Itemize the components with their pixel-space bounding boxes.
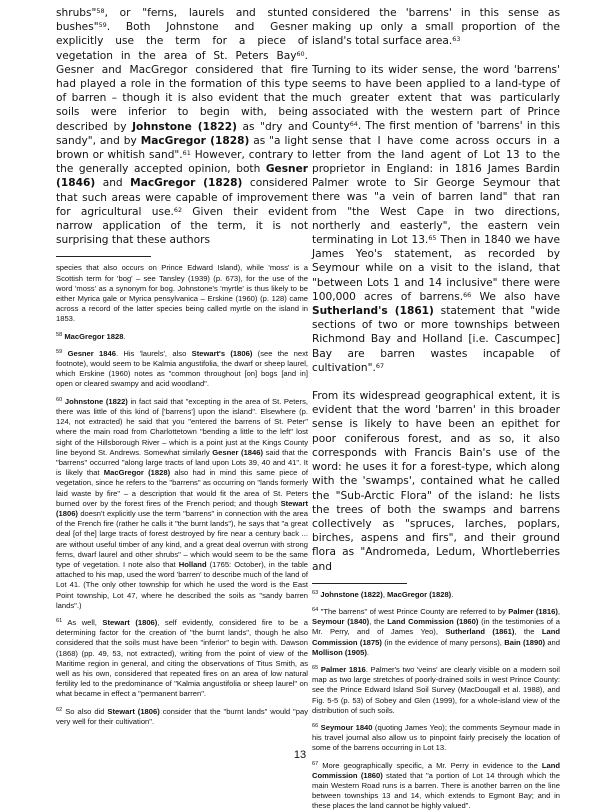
footnotes	[312, 590, 560, 812]
footnote-64: $^{64}$ "The barrens" of west Prince County are referred to by Palmer (1816), Seymour (1840), the Land Commission (1860) (in the testimonies of a Mr. Perry, and of James Yeo), Sutherland (1861), the Land Commission (1875) (in the evidence of many persons), Bain (1890) and Mollison (1905).	[312, 606, 560, 657]
footnote-ref: 67	[375, 361, 385, 370]
footnote-ref: 64	[349, 120, 358, 129]
body-paragraph: From its widespread geographical extent, it is evident that the word 'barren' in this broader sense is likely to have been an epithet for poor coniferous forest, and as so, it also corresponds with Francis Bain's use of the word: he uses it for a forest-type, which along with the 'swamps', contained what he called the "Sub-Arctic Flora" of the island: he lists the trees of both the swamps and barrens collectively as "spruces, larches, poplars, birches, aspens and firs", and their ground flora as "Andromeda, Ledum, Whortleberries and	[312, 390, 560, 573]
page-number: 13	[293, 749, 307, 761]
footnote-separator	[312, 583, 407, 584]
right-column	[312, 6, 560, 812]
footnote-separator	[56, 256, 151, 257]
footnote-ref: 60	[296, 49, 305, 58]
footnote-60: $^{60}$ Johnstone (1822) in fact said that "excepting in the area of St. Peters, there was little of this kind of ['barrens'] upon the island". Elsewhere (p. 124, not extracted) he said that you "entered the barrens of St. Peter" where the main road from Charlottetown "bending a little to the left" lost sight of the Hillsborough River – which is a point just at the Kings County line beyond St. Andrews. Somewhat similarly Gesner (1846) said that the "barrens" occurred "along large tracts of land upon Lots 39, 40 and 41". It is likely that MacGregor (1828) also had in mind this same piece of vegetation, since he refers to the "barrens" as occurring on "lands formerly laid waste by fire" – a description that would fit the area of St. Peters burned over by the forest fires of the French period; and though Stewart (1806) doesn't explicitly use the term "barrens" in connection with the area of the French fire (rather he calls it "the burnt lands"), he says that "a great deal [of the] large tracts of forest destroyed by fire near a century back ... are without useful timber of any kind, and a great deal overrun with strong ferns, dwarf laurel and other shrubs" – which would seem to be the same type of vegetation. I note also that Holland (1765: October), in the table attached to his map, used the word 'barren' to describe much of the land of Lot 41. (The only other township for which he used the word is the East Point township, Lot 47, where he described the soils as "sandy barren lands".)	[56, 396, 309, 610]
footnote-ref: 66	[463, 290, 472, 299]
body-paragraph: considered the 'barrens' in this sense as making up only a small proportion of the island's total surface area.$^{63}$	[312, 7, 560, 48]
footnote-58: $^{58}$ MacGregor 1828.	[56, 331, 126, 341]
footnote-62: $^{62}$ So also did Stewart (1806) consider that the "burnt lands" would "pay very well for their cultivation".	[56, 706, 308, 726]
footnote-ref: 61	[182, 149, 191, 158]
footnote-67: $^{67}$ More geographically specific, a Mr. Perry in evidence to the Land Commission (1860) stated that "a portion of Lot 14 through which the main Western Road runs is a barren. There is another barren on the line between townships 13 and 14, which extends to Egmont Bay; and in these places the land cannot be highly valued".	[312, 760, 560, 811]
footnote-ref: 65	[428, 234, 437, 243]
left-column	[56, 6, 308, 727]
footnote-continued: species that also occurs on Prince Edward Island), while 'moss' is a Scottish term for 'bog' – see Tansley (1939) (p. 673), for the use of the word 'moss' as a synonym for bog. Johnstone's 'myrtle' is thus likely to be either Myrica gale or Myrica pensylvanica – Erskine (1960) (p. 128) came across a record of the latter species being called myrtle on the island in 1853.	[56, 263, 308, 324]
footnote-66: $^{66}$ Seymour 1840 (quoting James Yeo); the comments Seymour made in his travel journal also allow us to pinpoint fairly precisely the location of some of the barrens occurring in Lot 13.	[312, 722, 560, 753]
footnote-63: $^{63}$ Johnstone (1822), MacGregor (1828).	[312, 589, 454, 599]
footnotes	[56, 263, 308, 727]
footnote-59: $^{59}$ Gesner 1846. His 'laurels', also Stewart's (1806) (see the next footnote), would seem to be Kalmia angustifolia, the dwarf or sheep laurel, which Erskine (1960) notes as "common throughout [on] bogs [and in] open or cleared swampy and acid woodland".	[56, 348, 308, 389]
footnote-61: $^{61}$ As well, Stewart (1806), self evidently, considered fire to be a determining factor for the creation of "the burnt lands", though he also considered that the soils must have been "inferior" to begin with. Dawson (1868) (pp. 49, 53, not extracted), writing from the point of view of the Maritime region in general, and citing the observations of Titus Smith, as well as his own, considered that repeated fires on an area of low natural fertility led to the predominance of "Kalmia angustifolia or sheep laurel" on what became in effect a "permanent barren".	[56, 617, 308, 699]
footnote-ref: 63	[452, 35, 461, 44]
footnote-ref: 58	[96, 7, 105, 15]
footnote-65: $^{65}$ Palmer 1816. Palmer's two 'veins' are clearly visible on a modern soil map as two large stretches of poorly-drained soils in west Prince County: see the Prince Edward Island Soil Survey (MacDougall et al. 1988), and Fig. 5-5 (p. 53) of Sobey and Glen (1999), for a whole-island view of the distribution of such soils.	[312, 664, 560, 715]
body-paragraph: Turning to its wider sense, the word 'barrens' seems to have been applied to a land-type of much greater extent that was particularly associated with the western part of Prince County$^{64}$. The first mention of 'barrens' in this sense that I have come across occurs in a letter from the land agent of Lot 13 to the proprietor in England: in 1816 James Bardin Palmer wrote to Sir George Seymour that there was "a vein of barren land" that ran from "the West Cape in two directions, northerly and easterly", the eastern vein terminating in Lot 13.65 Then in 1840 we have James Yeo's statement, as recorded by Seymour while on a visit to the island, that "between Lots 1 and 14 inclusive" there were 100,000 acres of barrens.$^{66}$ We also have Sutherland's (1861) statement that "wide sections of two or more townships between Richmond Bay and Holland [i.e. Cascumpec] Bay are barren wastes incapable of cultivation".$^{67}$	[312, 63, 560, 374]
footnote-ref: 59	[98, 21, 107, 30]
footnote-ref: 62	[173, 205, 183, 214]
body-paragraph: shrubs"$^{58}$, or "ferns, laurels and stunted bushes"$^{59}$. Both Johnstone and Gesner explicitly use the term for a piece of vegetation in the area of St. Peters Bay$^{60}$. Gesner and MacGregor considered that fire had played a role in the formation of this type of barren – though it is also evident that the soils were inferior to begin with, being described by Johnstone (1822) as "dry and sandy", and by MacGregor (1828) as "a light brown or whitish sand".$^{61}$ However, contrary to the generally accepted opinion, both Gesner (1846) and MacGregor (1828) considered that such areas were capable of improvement for agricultural use.$^{62}$ Given their evident narrow application of the term, it is not surprising that these authors	[56, 7, 309, 247]
